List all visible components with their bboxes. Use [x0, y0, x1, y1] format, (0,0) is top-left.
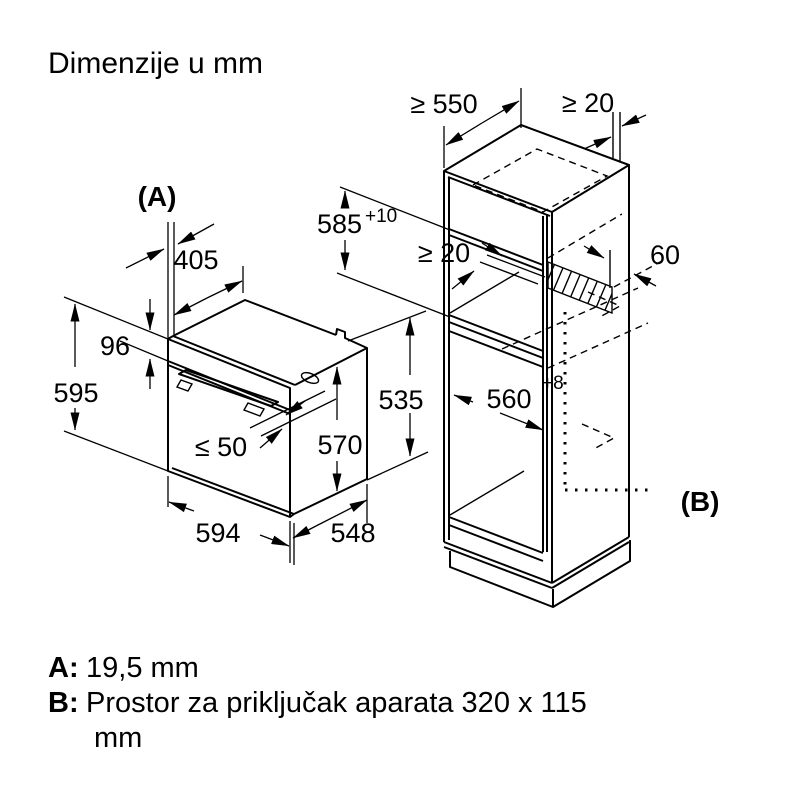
dim-front-height: [317, 367, 362, 491]
legend-b-key: B:: [48, 687, 79, 719]
legend-a-value: 19,5 mm: [86, 652, 199, 684]
dim-label-niche-width-tolerance: +8: [542, 373, 564, 394]
dim-label-niche-height: 585: [316, 209, 362, 239]
dim-label-top-depth: 405: [173, 245, 219, 275]
dim-label-min-worktop-depth: ≥ 550: [410, 89, 478, 119]
dim-handle-protrusion: [195, 391, 336, 462]
dim-label-front-width: 594: [195, 518, 241, 548]
title-block: [48, 47, 263, 80]
dim-label-total-height: 595: [53, 378, 99, 408]
dim-label-b-marker: (B): [680, 486, 720, 517]
dim-label-niche-width: 560: [486, 384, 532, 414]
dim-min-top-gap: [562, 88, 646, 149]
dim-total-height: [53, 304, 168, 471]
leader-b-connection-area: [565, 312, 719, 517]
dim-label-min-top-gap: ≥ 20: [561, 88, 615, 118]
page-title: Dimenzije u mm: [48, 47, 264, 80]
legend-b-value: Prostor za priključak aparata 320 x 115: [86, 687, 587, 719]
dim-label-body-depth: 548: [330, 518, 376, 548]
dim-label-control-panel-height: 96: [99, 331, 131, 361]
dim-label-rear-recess-depth: 60: [649, 240, 681, 270]
dim-label-front-height: 570: [317, 430, 363, 460]
dim-min-worktop-depth: [410, 88, 521, 168]
dim-control-panel-height: [64, 297, 168, 389]
dim-label-niche-height-tolerance: +10: [365, 206, 398, 227]
legend-a-key: A:: [48, 652, 79, 684]
dim-top-depth: [173, 245, 243, 315]
legend-b-value-line2: mm: [94, 722, 143, 754]
dim-label-a-marker: (A): [137, 181, 177, 212]
dim-rear-recess-depth: [634, 240, 680, 286]
dim-label-min-rear-gap: ≥ 20: [417, 238, 471, 268]
dim-label-handle-protrusion: ≤ 50: [194, 432, 248, 462]
dim-min-rear-gap: [418, 238, 604, 289]
legend-block: [48, 652, 587, 754]
cabinet-body: [444, 112, 629, 588]
oven-drawing: [53, 181, 428, 565]
cabinet-drawing: [317, 88, 720, 607]
cabinet-plinth: [450, 540, 630, 607]
dim-label-body-height: 535: [378, 385, 424, 415]
